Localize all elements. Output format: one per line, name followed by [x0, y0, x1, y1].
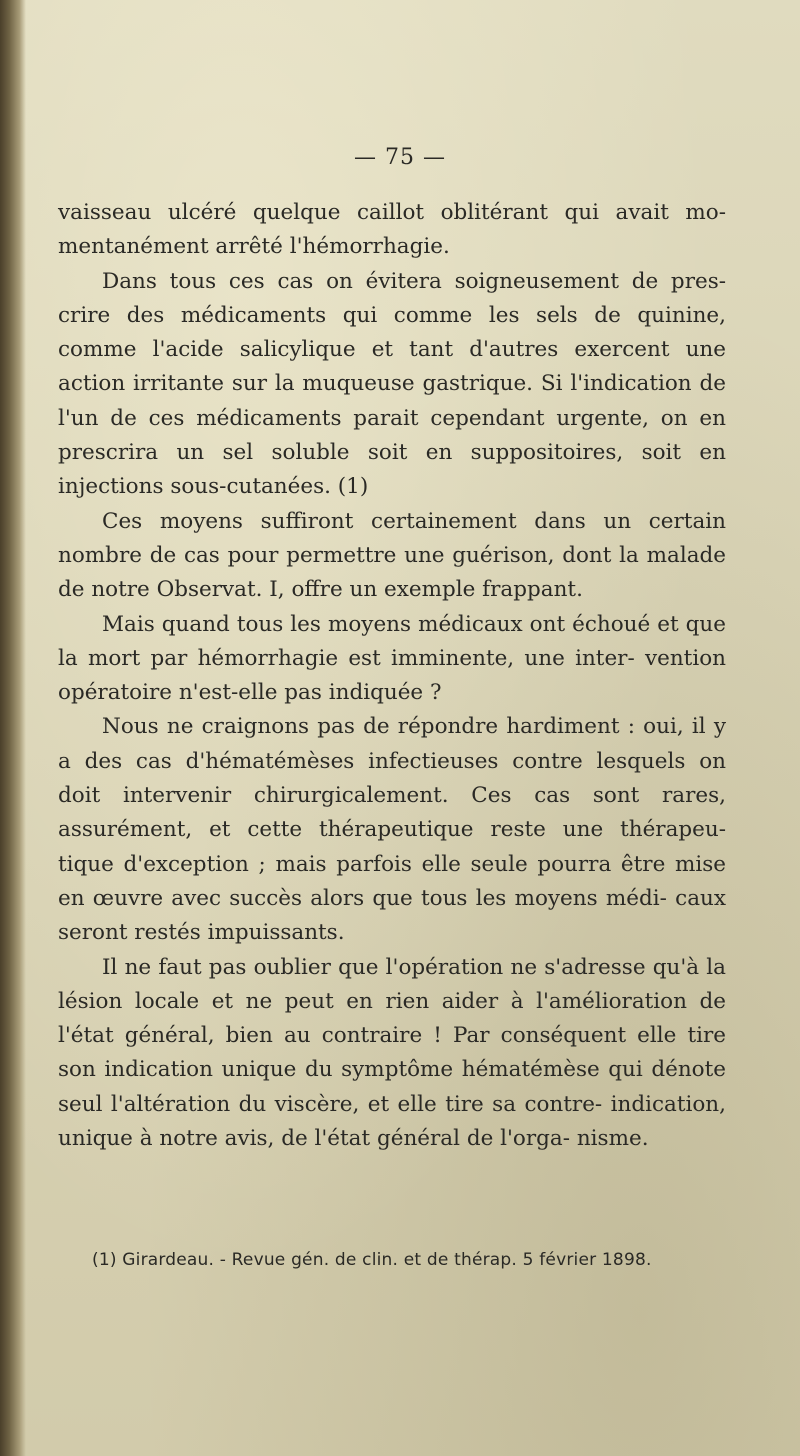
- paragraph-5: Nous ne craignons pas de répondre hardiment : oui, il y a des cas d'hématémèses infectieuses contre lesquels on doit intervenir chirurgicalement. Ces cas sont rares, assurément, et cette thérapeutique reste une thérapeu- tique d'exception ; mais parfois elle seule pourra être mise en œuvre avec succès alors que tous les moyens médi- caux seront restés impuissants.: [58, 714, 726, 946]
- paragraph-6: Il ne faut pas oublier que l'opération ne s'adresse qu'à la lésion locale et ne peut en rien aider à l'amélioration de l'état général, bien au contraire ! Par conséquent elle tire son indication unique du symptôme hématémèse qui dénote seul l'altération du viscère, et elle tire sa contre- indication, unique à notre avis, de l'état général de l'orga- nisme.: [58, 954, 726, 1152]
- paragraph-1: vaisseau ulcéré quelque caillot oblitérant qui avait mo- mentanément arrêté l'hémorrhagie.: [58, 200, 726, 260]
- page-number: — 75 —: [354, 145, 446, 170]
- book-binding-edge: [0, 0, 26, 1456]
- body-text: [58, 196, 726, 1156]
- footnote: (1) Girardeau. - Revue gén. de clin. et de thérap. 5 février 1898.: [92, 1250, 652, 1270]
- paragraph-4: Mais quand tous les moyens médicaux ont échoué et que la mort par hémorrhagie est imminente, une inter- vention opératoire n'est-elle pas indiquée ?: [58, 611, 726, 706]
- paragraph-3: Ces moyens suffiront certainement dans un certain nombre de cas pour permettre une guérison, dont la malade de notre Observat. I, offre un exemple frappant.: [58, 508, 726, 603]
- paragraph-2: Dans tous ces cas on évitera soigneusement de pres- crire des médicaments qui comme les sels de quinine, comme l'acide salicylique et tant d'autres exercent une action irritante sur la muqueuse gastrique. Si l'indication de l'un de ces médicaments parait cependant urgente, on en prescrira un sel soluble soit en suppositoires, soit en injections sous-cutanées. (1): [58, 268, 726, 500]
